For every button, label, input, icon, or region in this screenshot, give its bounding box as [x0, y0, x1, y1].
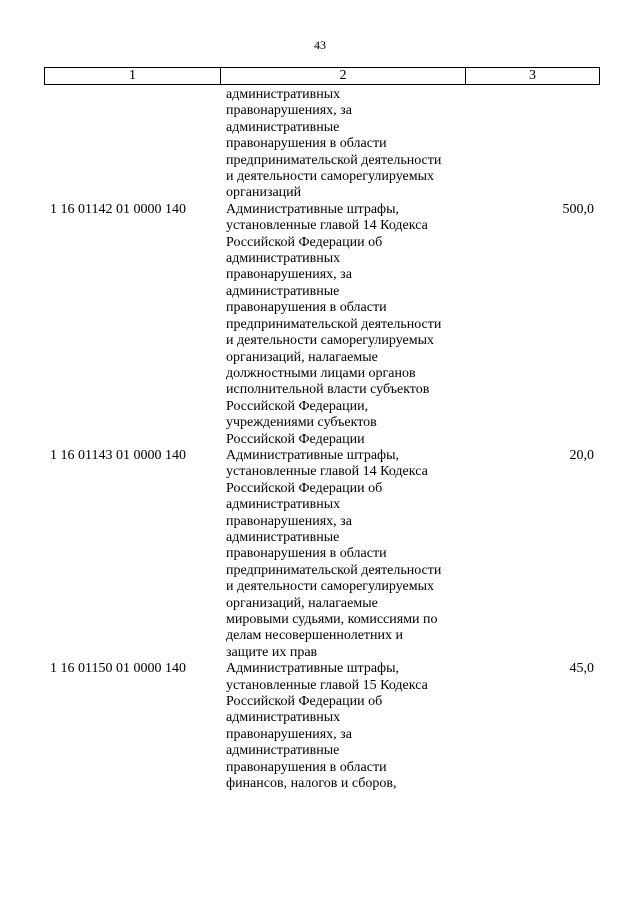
description-line: Российской Федерации об	[226, 694, 383, 710]
budget-code: 1 16 01143 01 0000 140	[50, 447, 186, 463]
amount: 20,0	[569, 447, 594, 463]
column-header-2: 2	[221, 68, 466, 84]
description-line: административные	[226, 283, 340, 299]
description-line: административных	[226, 497, 341, 513]
column-header-1: 1	[45, 68, 221, 84]
description-line: Российской Федерации об	[226, 480, 383, 496]
table-header	[44, 67, 600, 85]
description-line: исполнительной власти субъектов	[226, 382, 430, 398]
table-row	[44, 448, 600, 661]
description-line: правонарушениях, за	[226, 103, 352, 119]
table-body	[44, 87, 600, 792]
description-line: Российской Федерации,	[226, 398, 369, 414]
description	[226, 202, 471, 448]
description-line: организаций, налагаемые	[226, 349, 378, 365]
description-line: правонарушения в области	[226, 546, 387, 562]
description	[226, 87, 471, 202]
table-row	[44, 661, 600, 792]
description-line: правонарушениях, за	[226, 513, 352, 529]
description-line: административных	[226, 251, 341, 267]
description-line: административные	[226, 529, 340, 545]
description	[226, 448, 471, 661]
description-line: учреждениями субъектов	[226, 415, 377, 431]
description-line: мировыми судьями, комиссиями по	[226, 612, 438, 627]
description-line: финансов, налогов и сборов,	[226, 776, 397, 792]
description-line: предпринимательской деятельности	[226, 562, 442, 578]
table-row	[44, 87, 600, 202]
description-line: предпринимательской деятельности	[226, 152, 442, 168]
description-line: предпринимательской деятельности	[226, 316, 442, 332]
description-line: и деятельности саморегулируемых	[226, 333, 435, 349]
description-line: установленные главой 14 Кодекса	[226, 464, 428, 480]
description-line: Административные штрафы,	[226, 447, 400, 463]
description-line: Административные штрафы,	[226, 201, 400, 217]
description-line: и деятельности саморегулируемых	[226, 169, 435, 185]
amount: 500,0	[562, 201, 594, 217]
description-line: административные	[226, 119, 340, 135]
description-line: Административные штрафы,	[226, 661, 400, 677]
description-line: правонарушениях, за	[226, 267, 352, 283]
description-line: должностными лицами органов	[226, 365, 416, 381]
description-line: административные	[226, 743, 340, 759]
description-line: и деятельности саморегулируемых	[226, 579, 435, 595]
description-line: организаций, налагаемые	[226, 595, 378, 611]
description-line: правонарушения в области	[226, 136, 387, 152]
description-line: делам несовершеннолетних и	[226, 628, 403, 644]
description-line: административных	[226, 87, 341, 102]
table-row	[44, 202, 600, 448]
budget-code: 1 16 01150 01 0000 140	[50, 661, 186, 677]
description-line: установленные главой 14 Кодекса	[226, 218, 428, 234]
description	[226, 661, 471, 792]
description-line: правонарушениях, за	[226, 726, 352, 742]
description-line: административных	[226, 710, 341, 726]
budget-code: 1 16 01142 01 0000 140	[50, 201, 186, 217]
description-line: Российской Федерации об	[226, 234, 383, 250]
page-number: 43	[314, 38, 326, 52]
description-line: правонарушения в области	[226, 759, 387, 775]
description-line: Российской Федерации	[226, 431, 365, 447]
description-line: установленные главой 15 Кодекса	[226, 677, 428, 693]
column-header-3: 3	[529, 68, 536, 83]
description-line: защите их прав	[226, 644, 318, 660]
description-line: правонарушения в области	[226, 300, 387, 316]
description-line: организаций	[226, 185, 302, 201]
amount: 45,0	[569, 661, 594, 677]
